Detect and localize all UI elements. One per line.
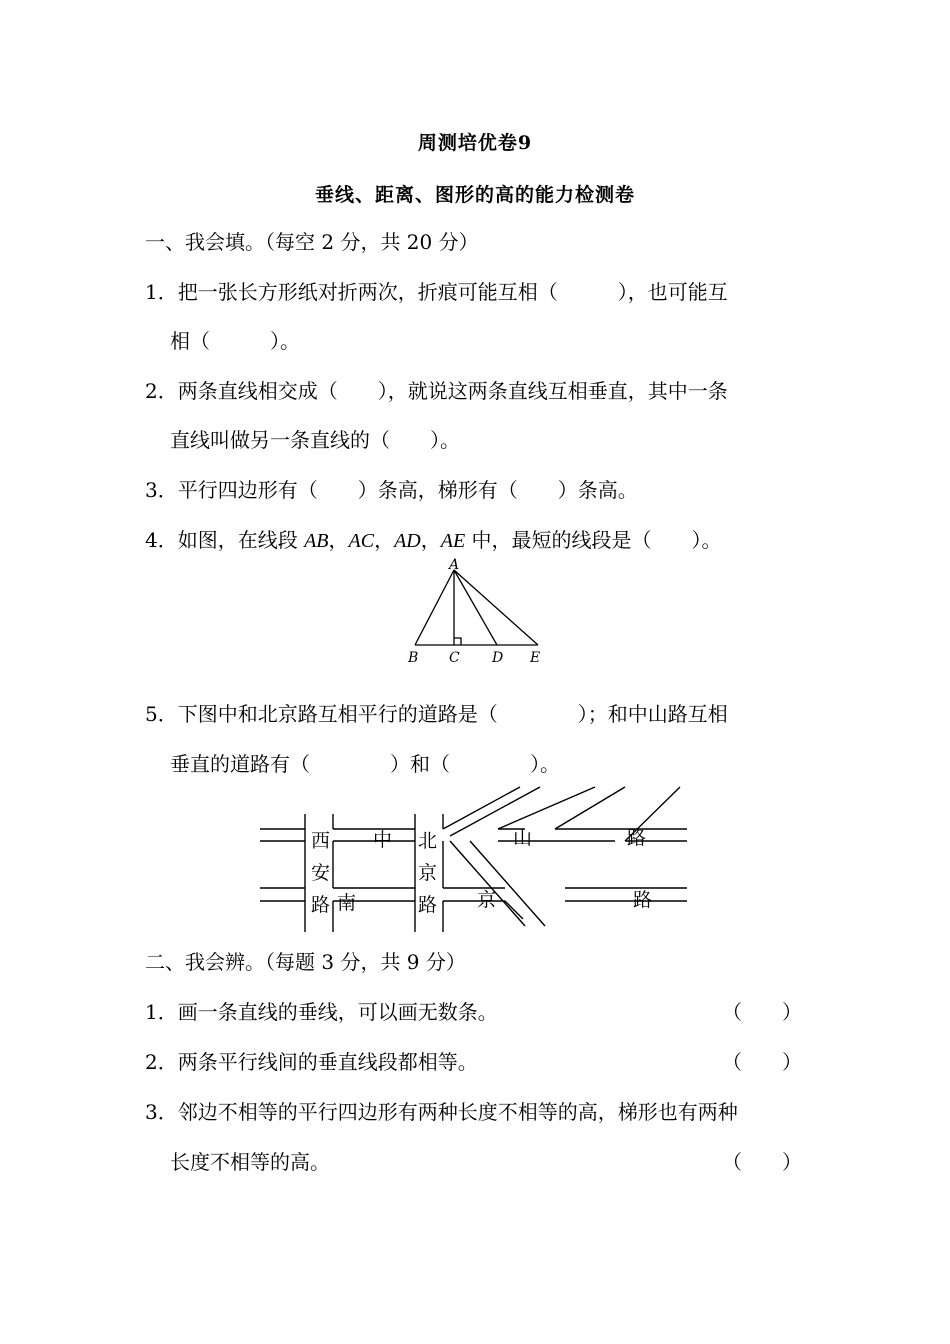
s2-q1-text: 1．画一条直线的垂线，可以画无数条。 (145, 1000, 498, 1024)
map-label-lu-nj: 路 (633, 889, 653, 911)
q4-prefix: 4．如图，在线段 (145, 528, 305, 552)
q1-line1: 1．把一张长方形纸对折两次，折痕可能互相（ ），也可能互 (145, 280, 728, 304)
s2-q3-line2: 长度不相等的高。 (170, 1150, 330, 1174)
s2-q2-answer-mark: （ ） (722, 1050, 802, 1074)
q4-sep2: ， (374, 528, 395, 552)
q4-sep3: ， (420, 528, 441, 552)
map-label-lu-zs: 路 (627, 827, 647, 849)
map-label-jing-nj: 京 (477, 889, 497, 911)
label-b: B (408, 650, 419, 666)
segment-ae: AE (440, 530, 466, 552)
q5-line1: 5．下图中和北京路互相平行的道路是（ ）；和中山路互相 (145, 702, 728, 726)
q1-line2: 相（ ）。 (170, 329, 300, 353)
road-map-figure (255, 784, 695, 934)
map-label-lu-bj: 路 (418, 894, 438, 916)
segment-ae-line (454, 570, 538, 645)
q4-line1 (145, 526, 722, 555)
map-label-bei: 北 (418, 830, 438, 852)
segment-ad-line (454, 570, 497, 645)
q4-sep1: ， (328, 528, 349, 552)
s2-q1-answer-mark: （ ） (722, 1000, 802, 1024)
q4-suffix: 中，最短的线段是（ ）。 (465, 528, 722, 552)
map-label-shan: 山 (513, 827, 533, 849)
map-label-xi: 西 (311, 830, 331, 852)
map-label-jing-bj: 京 (418, 862, 438, 884)
segment-ac: AC (348, 530, 375, 552)
triangle-figure (395, 558, 555, 670)
right-angle-mark (454, 638, 461, 645)
map-label-nan: 南 (337, 892, 357, 914)
label-a: A (449, 558, 460, 573)
s2-q3-line1: 3．邻边不相等的平行四边形有两种长度不相等的高，梯形也有两种 (145, 1100, 738, 1124)
page-title: 周测培优卷9 (417, 132, 533, 154)
segment-ab: AB (304, 530, 329, 552)
page-subtitle: 垂线、距离、图形的高的能力检测卷 (314, 184, 635, 206)
map-label-an: 安 (311, 862, 331, 884)
map-label-lu-xian: 路 (311, 894, 331, 916)
segment-ab-line (415, 570, 454, 645)
q2-line2: 直线叫做另一条直线的（ ）。 (170, 428, 460, 452)
q5-line2: 垂直的道路有（ ）和（ ）。 (170, 752, 560, 776)
map-label-zhong: 中 (373, 829, 393, 851)
label-c: C (449, 650, 460, 666)
s2-q2-text: 2．两条平行线间的垂直线段都相等。 (145, 1050, 478, 1074)
q3-line1: 3．平行四边形有（ ）条高，梯形有（ ）条高。 (145, 478, 638, 502)
label-d: D (492, 650, 504, 666)
section1-heading: 一、我会填。（每空 2 分，共 20 分） (145, 230, 479, 254)
s2-q3-answer-mark: （ ） (722, 1150, 802, 1174)
label-e: E (530, 650, 541, 666)
section2-heading: 二、我会辨。（每题 3 分，共 9 分） (145, 950, 466, 974)
q2-line1: 2．两条直线相交成（ ），就说这两条直线互相垂直，其中一条 (145, 379, 728, 403)
segment-ad: AD (394, 530, 421, 552)
